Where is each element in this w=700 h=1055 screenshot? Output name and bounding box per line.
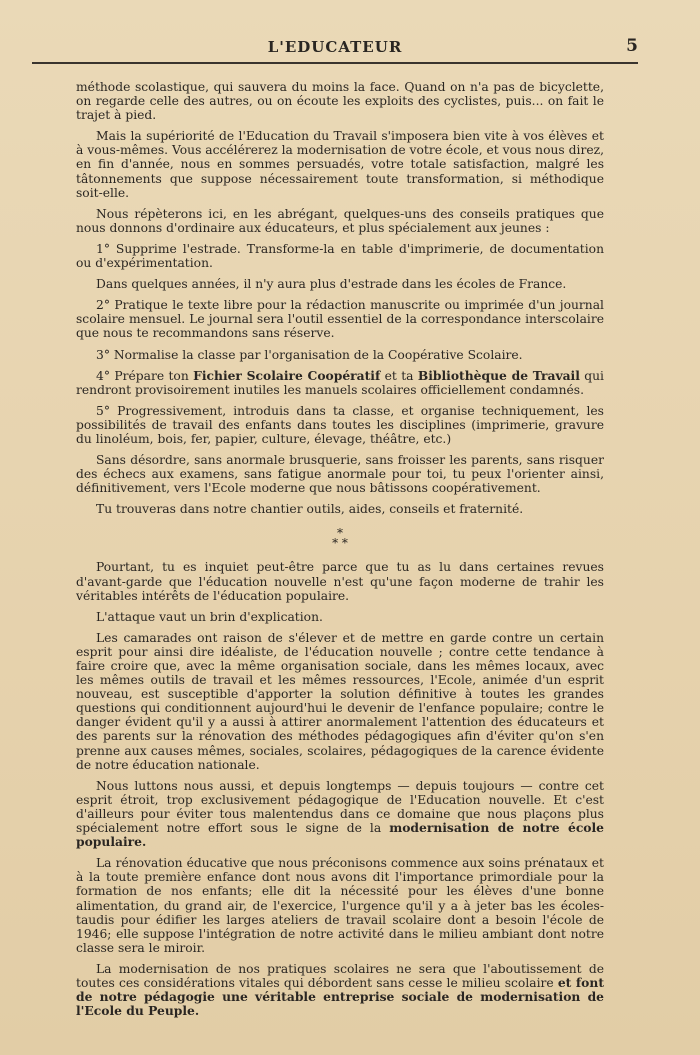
- journal-title: L'EDUCATEUR: [267, 38, 403, 56]
- paragraph: Mais la supériorité de l'Education du Travail s'imposera bien vite à vos élèves et à vous-mêmes. Vous accélérerez la modernisation de votre école, et vous nous direz, en fin d'année, nous en sommes persuadés, votre totale satisfaction, malgré les tâtonnements que suppose nécessairement toute transformation, si méthodique soit-elle.: [76, 129, 604, 200]
- advice-item-4: [76, 369, 604, 397]
- text-span: Nous luttons nous aussi, et depuis longtemps — depuis toujours — contre cet esprit étroit, trop exclusivement pédagogique de l'Education nouvelle. Et c'est d'ailleurs pour éviter tous malentendus dans ce domaine que nous plaçons plus spécialement notre effort sous le signe de la: [76, 778, 604, 836]
- advice-item-5: 5° Progressivement, introduis dans ta classe, et organise techniquement, les possibilités de travail des enfants dans toutes les disciplines (imprimerie, gravure du linoléum, bois, fer, papier, culture, élevage, théâtre, etc.): [76, 403, 604, 446]
- paragraph: Sans désordre, sans anormale brusquerie, sans froisser les parents, sans risquer des échecs aux examens, sans fatigue anormale pour toi, tu peux l'orienter ainsi, définitivement, vers l'Ecole moderne que nous bâtissons coopérativement.: [76, 453, 604, 496]
- paragraph: [76, 779, 604, 849]
- text-span: qui rendront provisoirement inutiles les manuels scolaires officiellement condamnés.: [76, 368, 604, 397]
- text-span: La modernisation de nos pratiques scolaires ne sera que l'aboutissement de toutes ces considérations vitales qui débordent sans cesse le milieu scolaire: [76, 961, 604, 990]
- page-header: [32, 36, 638, 64]
- bold-term: Bibliothèque de Travail: [417, 367, 580, 383]
- paragraph: Tu trouveras dans notre chantier outils, aides, conseils et fraternité.: [96, 502, 524, 517]
- paragraph: L'attaque vaut un brin d'explication.: [96, 609, 323, 624]
- text-span: 4° Prépare ton: [96, 368, 194, 383]
- paragraph: méthode scolastique, qui sauvera du moins la face. Quand on n'a pas de bicyclette, on regarde celle des autres, ou on écoute les exploits des cyclistes, puis... on fait le trajet à pied.: [76, 80, 604, 123]
- paragraph: [76, 962, 604, 1018]
- paragraph: Dans quelques années, il n'y aura plus d'estrade dans les écoles de France.: [96, 277, 567, 292]
- paragraph: La rénovation éducative que nous préconisons commence aux soins prénataux et à la toute première enfance dont nous avons dit l'importance primordiale pour la formation de nos enfants; elle dit la nécessité pour les élèves d'une bonne alimentation, du grand air, de l'exercice, l'urgence qu'il y a à jeter bas les écoles-taudis pour édifier les larges ateliers de travail scolaire dont a besoin l'école de 1946; elle suppose l'intégration de notre activité dans le milieu ambiant dont notre classe sera le miroir.: [76, 856, 604, 955]
- bold-phrase: et font de notre pédagogie une véritable entreprise sociale de modernisation de l'Ecole du Peuple.: [76, 974, 604, 1019]
- advice-item-3: 3° Normalise la classe par l'organisation de la Coopérative Scolaire.: [96, 347, 523, 362]
- paragraph: Les camarades ont raison de s'élever et de mettre en garde contre un certain esprit pour ainsi dire idéaliste, de l'éducation nouvelle ; contre cette tendance à faire croire que, avec la même organisation sociale, dans les mêmes locaux, avec les mêmes outils de travail et les mêmes ressources, l'Ecole, animée d'un esprit nouveau, est susceptible d'apporter la solution définitive à toutes les grandes questions qui conditionnent aujourd'hui le devenir de l'enfance populaire; contre le danger évident qu'il y a aussi à attirer anormalement l'attention des éducateurs et des parents sur la rénovation des méthodes pédagogiques afin d'éviter qu'on s'en prenne aux causes mêmes, sociales, scolaires, pédagogiques de la carence évidente de notre éducation nationale.: [76, 630, 604, 772]
- advice-item-1: 1° Supprime l'estrade. Transforme-la en table d'imprimerie, de documentation ou d'expérimentation.: [76, 241, 604, 271]
- page-number: 5: [626, 36, 638, 56]
- bold-term: Fichier Scolaire Coopératif: [193, 367, 381, 383]
- bold-phrase: modernisation de notre école populaire.: [76, 820, 604, 850]
- article-body: [76, 80, 604, 1025]
- section-separator: [76, 526, 604, 551]
- paragraph: Nous répèterons ici, en les abrégant, quelques-uns des conseils pratiques que nous donnons d'ordinaire aux éducateurs, et plus spécialement aux jeunes :: [76, 206, 604, 235]
- text-span: et ta: [380, 368, 418, 383]
- paragraph: Pourtant, tu es inquiet peut-être parce que tu as lu dans certaines revues d'avant-garde que l'éducation nouvelle n'est qu'une façon moderne de trahir les véritables intérêts de l'éducation populaire.: [76, 560, 604, 603]
- advice-item-2: 2° Pratique le texte libre pour la rédaction manuscrite ou imprimée d'un journal scolaire mensuel. Le journal sera l'outil essentiel de la correspondance interscolaire que nous te recommandons sans réserve.: [76, 298, 604, 341]
- asterism: * * *: [332, 526, 348, 551]
